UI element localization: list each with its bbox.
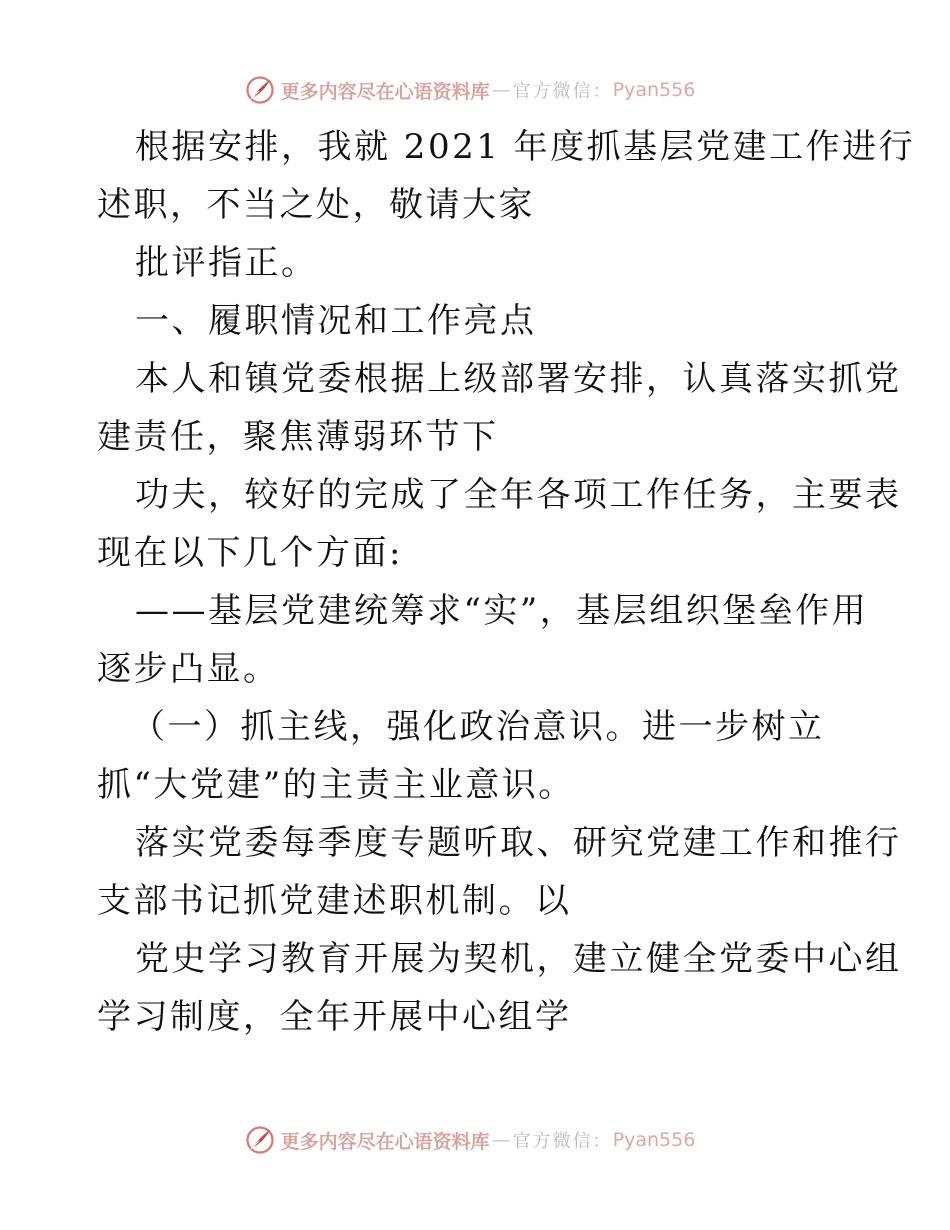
text-line: 现在以下几个方面: [97,533,403,573]
feather-logo-icon [245,75,275,105]
text-line: 党史学习教育开展为契机，建立健全党委中心组 [135,939,902,979]
text-line: 抓“大党建”的主责主业意识。 [97,765,575,805]
text-line: 一、履职情况和工作亮点 [135,301,537,341]
text-line: 本人和镇党委根据上级部署安排，认真落实抓党 [135,359,902,399]
watermark-dash: — [491,79,511,101]
text-line: ——基层党建统筹求“实”，基层组织堡垒作用 [135,591,869,631]
watermark-main-text: 更多内容尽在心语资料库 [280,1130,490,1153]
watermark-footer [0,1120,950,1160]
text-line: 学习制度，全年开展中心组学 [97,997,572,1037]
text-line: 逐步凸显。 [97,649,280,689]
text-line: （一）抓主线，强化政治意识。进一步树立 [131,707,825,747]
watermark-label: 官方微信： [512,81,613,102]
text-line: 根据安排，我就 2021 年度抓基层党建工作进行 [135,127,916,167]
text-line: 述职，不当之处，敬请大家 [97,185,535,225]
text-line: 功夫，较好的完成了全年各项工作任务，主要表 [135,475,902,515]
watermark-main-text: 更多内容尽在心语资料库 [280,80,490,103]
feather-logo-icon [245,1125,275,1155]
watermark-dash: — [491,1129,511,1151]
text-line: 批评指正。 [135,243,318,283]
text-line: 落实党委每季度专题听取、研究党建工作和推行 [135,823,902,863]
watermark-wechat-id: Pyan556 [612,79,696,101]
document-body [97,118,916,1046]
watermark-wechat-id: Pyan556 [612,1129,696,1151]
text-line: 建责任，聚焦薄弱环节下 [97,417,499,457]
text-line: 支部书记抓党建述职机制。以 [97,881,572,921]
watermark-header [0,70,950,110]
watermark-label: 官方微信： [512,1131,613,1152]
